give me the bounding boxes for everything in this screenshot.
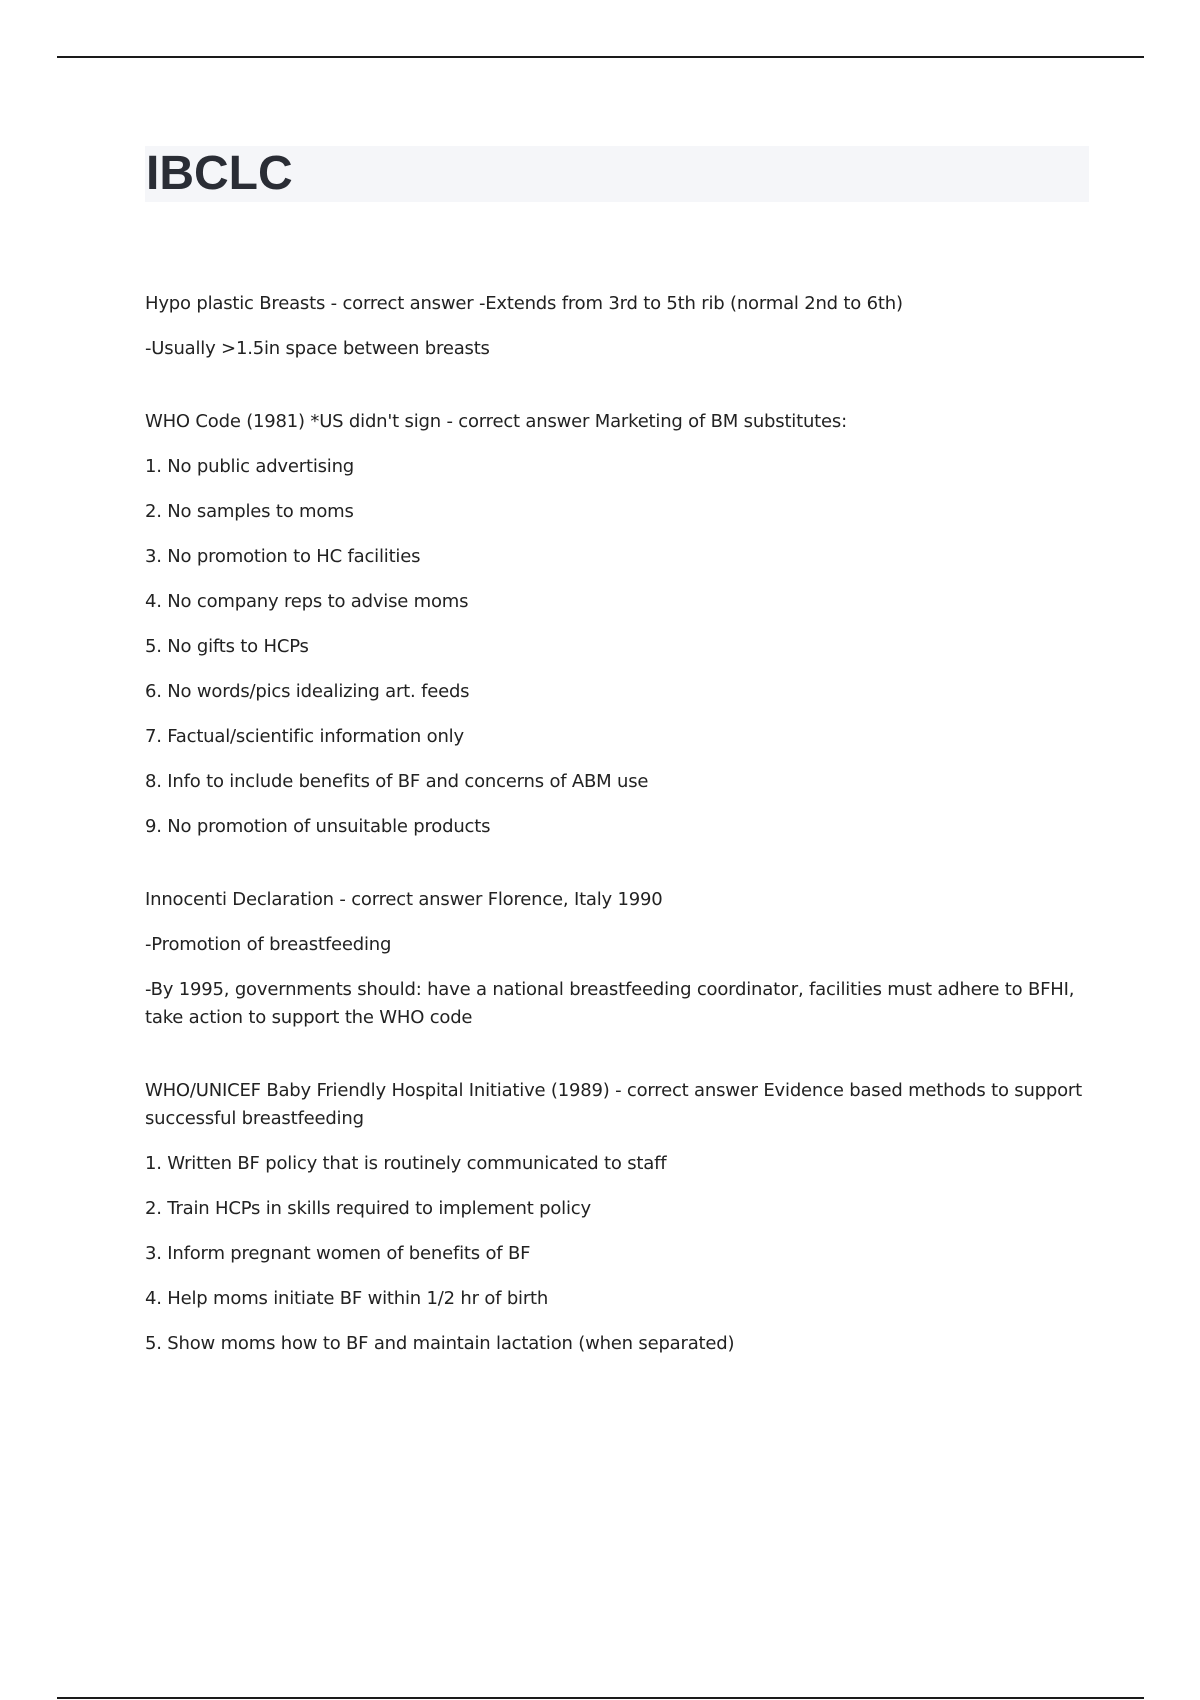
card-line: 5. No gifts to HCPs — [145, 636, 309, 657]
bottom-rule — [57, 1697, 1144, 1699]
top-rule — [57, 56, 1144, 58]
card-term: Innocenti Declaration - correct answer Florence, Italy 1990 — [145, 889, 663, 910]
title-banner — [145, 146, 1089, 202]
card-line: -By 1995, governments should: have a national breastfeeding coordinator, facilities must adhere to BFHI, take action to support the WHO code — [145, 979, 1075, 1028]
card-term: WHO Code (1981) *US didn't sign - correct answer Marketing of BM substitutes: — [145, 411, 847, 432]
card-term: Hypo plastic Breasts - correct answer -Extends from 3rd to 5th rib (normal 2nd to 6th) — [145, 293, 903, 314]
card-line: 2. No samples to moms — [145, 501, 354, 522]
flashcard-content — [145, 290, 1090, 1403]
card-line: 9. No promotion of unsuitable products — [145, 816, 491, 837]
card-innocenti-declaration — [145, 886, 1090, 1032]
card-bfhi — [145, 1077, 1090, 1358]
card-line: 3. Inform pregnant women of benefits of BF — [145, 1243, 531, 1264]
card-line: 7. Factual/scientific information only — [145, 726, 464, 747]
card-line: 5. Show moms how to BF and maintain lactation (when separated) — [145, 1333, 735, 1354]
card-line: -Usually >1.5in space between breasts — [145, 338, 490, 359]
card-line: 8. Info to include benefits of BF and concerns of ABM use — [145, 771, 649, 792]
card-who-code — [145, 408, 1090, 841]
card-line: 6. No words/pics idealizing art. feeds — [145, 681, 470, 702]
page-title: IBCLC — [146, 147, 293, 200]
card-line: 2. Train HCPs in skills required to implement policy — [145, 1198, 591, 1219]
card-line: 1. No public advertising — [145, 456, 355, 477]
card-term: WHO/UNICEF Baby Friendly Hospital Initiative (1989) - correct answer Evidence based methods to support successful breastfeeding — [145, 1080, 1082, 1129]
card-line: 3. No promotion to HC facilities — [145, 546, 421, 567]
card-line: 4. No company reps to advise moms — [145, 591, 469, 612]
card-line: -Promotion of breastfeeding — [145, 934, 392, 955]
card-line: 1. Written BF policy that is routinely communicated to staff — [145, 1153, 667, 1174]
card-hypoplastic-breasts — [145, 290, 1090, 363]
card-line: 4. Help moms initiate BF within 1/2 hr of birth — [145, 1288, 549, 1309]
